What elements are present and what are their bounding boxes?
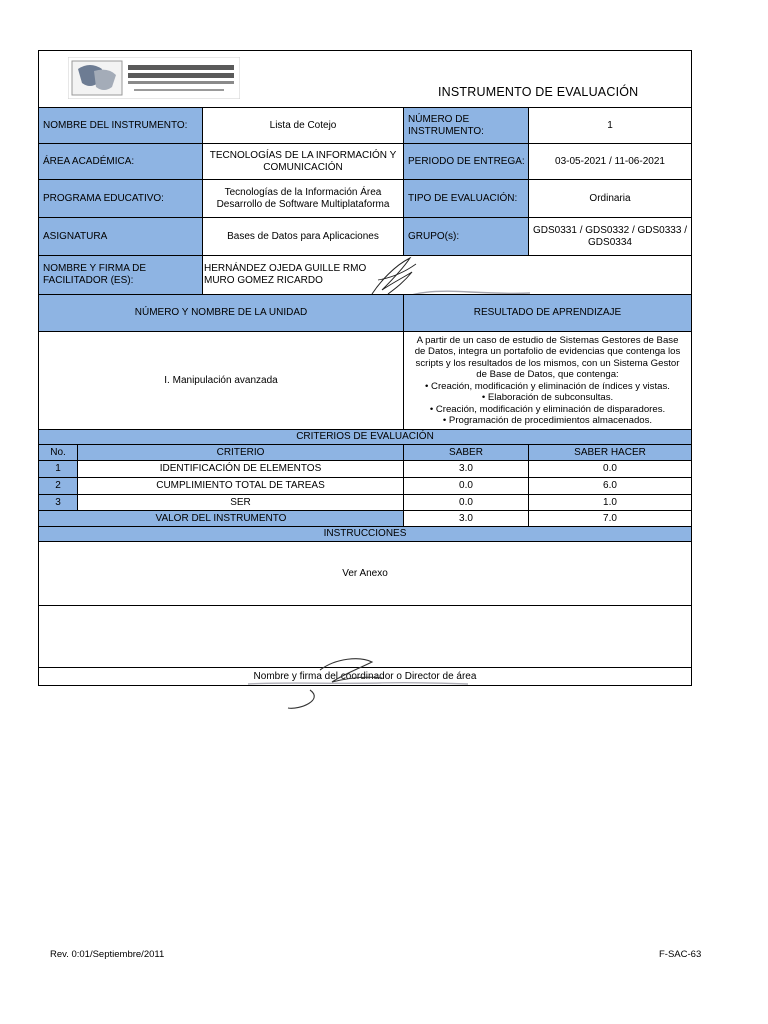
resultado-aprendizaje: A partir de un caso de estudio de Sistemas Gestores de Base de Datos, integra un portafolio de evidencias que contenga los scripts y los resultados de los mismos, con un Sistema Gestor de Base de Datos, que contenga: • Creación, modificación y eliminación de índices y vistas. • Elaboración de subconsultas. • Creación, modificación y eliminación de disparadores. • Programación de procedimientos almacenados. (403, 331, 692, 430)
criterio-saber: 3.0 (403, 460, 529, 478)
grupo-label: GRUPO(s): (403, 217, 529, 256)
tipo-evaluacion-label: TIPO DE EVALUACIÓN: (403, 179, 529, 218)
criterio-saber: 0.0 (403, 477, 529, 495)
unit-name: I. Manipulación avanzada (38, 331, 404, 430)
nombre-instrumento-value: Lista de Cotejo (202, 107, 404, 144)
criterio-saber-hacer: 1.0 (528, 494, 692, 511)
criterios-title: CRITERIOS DE EVALUACIÓN (38, 429, 692, 445)
form-code-footer: F-SAC-63 (659, 949, 702, 960)
grupo-value: GDS0331 / GDS0332 / GDS0333 / GDS0334 (528, 217, 692, 256)
numero-instrumento-value: 1 (528, 107, 692, 144)
signature-area (38, 605, 692, 668)
facilitador-cell (202, 255, 692, 295)
asignatura-label: ASIGNATURA (38, 217, 203, 256)
instrucciones-text: Ver Anexo (38, 541, 692, 606)
facilitador-name-1: HERNÁNDEZ OJEDA GUILLE RMO (204, 263, 367, 274)
criterio-name: CUMPLIMIENTO TOTAL DE TAREAS (77, 477, 404, 495)
revision-footer: Rev. 0:01/Septiembre/2011 (50, 949, 165, 960)
programa-educativo-label: PROGRAMA EDUCATIVO: (38, 179, 203, 218)
valor-instrumento-label: VALOR DEL INSTRUMENTO (38, 510, 404, 527)
criterio-no: 2 (38, 477, 78, 495)
col-saber-header: SABER (403, 444, 529, 461)
nombre-instrumento-label: NOMBRE DEL INSTRUMENTO: (38, 107, 203, 144)
unidad-header: NÚMERO Y NOMBRE DE LA UNIDAD (38, 294, 404, 332)
facilitador-name-2: MURO GOMEZ RICARDO (204, 275, 323, 286)
facilitador-label: NOMBRE Y FIRMA DE FACILITADOR (ES): (38, 255, 203, 295)
page-title: INSTRUMENTO DE EVALUACIÓN (438, 85, 639, 99)
area-academica-value: TECNOLOGÍAS DE LA INFORMACIÓN Y COMUNICACIÓN (202, 143, 404, 180)
valor-saber: 3.0 (403, 510, 529, 527)
criterio-no: 3 (38, 494, 78, 511)
firma-coordinador-label: Nombre y firma del coordinador o Director de área (38, 667, 692, 686)
criterio-name: IDENTIFICACIÓN DE ELEMENTOS (77, 460, 404, 478)
col-saber-hacer-header: SABER HACER (528, 444, 692, 461)
col-criterio-header: CRITERIO (77, 444, 404, 461)
col-no-header: No. (38, 444, 78, 461)
numero-instrumento-label: NÚMERO DE INSTRUMENTO: (403, 107, 529, 144)
programa-educativo-value: Tecnologías de la Información Área Desarrollo de Software Multiplataforma (202, 179, 404, 218)
university-logo (68, 57, 240, 99)
resultado-header: RESULTADO DE APRENDIZAJE (403, 294, 692, 332)
criterio-saber-hacer: 6.0 (528, 477, 692, 495)
criterio-saber: 0.0 (403, 494, 529, 511)
periodo-entrega-label: PERIODO DE ENTREGA: (403, 143, 529, 180)
criterio-no: 1 (38, 460, 78, 478)
criterio-saber-hacer: 0.0 (528, 460, 692, 478)
tipo-evaluacion-value: Ordinaria (528, 179, 692, 218)
criterio-name: SER (77, 494, 404, 511)
instrucciones-title: INSTRUCCIONES (38, 526, 692, 542)
asignatura-value: Bases de Datos para Aplicaciones (202, 217, 404, 256)
area-academica-label: ÁREA ACADÉMICA: (38, 143, 203, 180)
valor-saber-hacer: 7.0 (528, 510, 692, 527)
periodo-entrega-value: 03-05-2021 / 11-06-2021 (528, 143, 692, 180)
